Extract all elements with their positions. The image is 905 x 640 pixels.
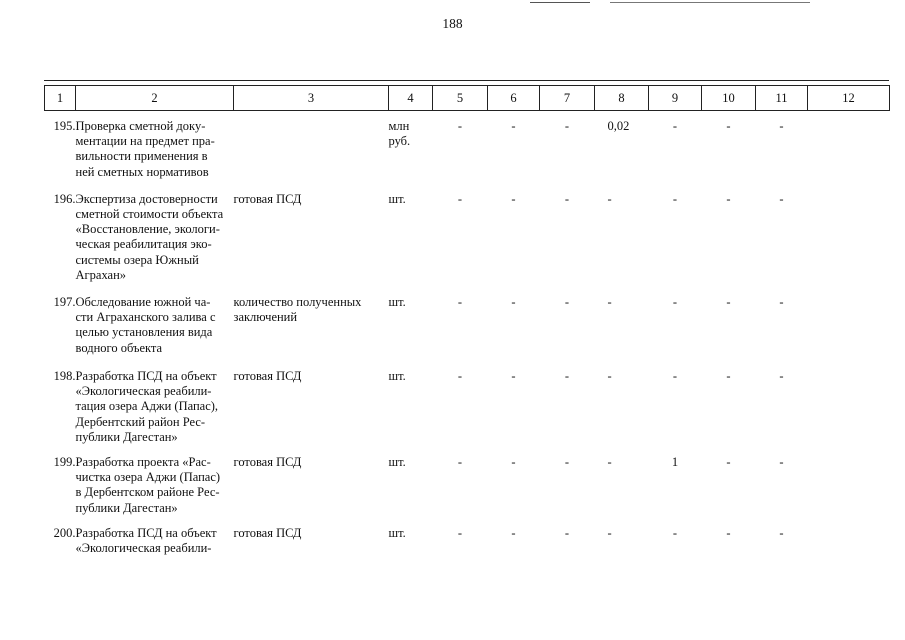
row-number [45, 357, 76, 445]
value-text: - [726, 455, 731, 470]
value-text: - [564, 191, 570, 206]
value-text: - [726, 369, 731, 384]
unit-line: шт. [388, 191, 406, 206]
value-text: - [564, 455, 570, 470]
value-text: - [457, 119, 463, 133]
value-col-7 [540, 516, 595, 556]
value-col-6 [488, 111, 540, 180]
value-col-7 [540, 283, 595, 357]
value-col-8 [595, 283, 649, 357]
value-text: - [726, 119, 731, 133]
unit-of-measure [389, 445, 433, 516]
column-header-7: 7 [540, 86, 595, 111]
value-text: - [607, 525, 612, 540]
activity-name-line: тация озера Аджи (Папас), [75, 399, 219, 414]
table-row [45, 111, 890, 180]
result-indicator [234, 111, 389, 180]
value-col-9 [649, 516, 702, 556]
value-text: - [511, 455, 516, 470]
activity-name-line: в Дербентском районе Рес- [75, 485, 220, 500]
activity-name [76, 516, 234, 556]
value-col-9 [649, 283, 702, 357]
unit-line: млн [388, 119, 410, 133]
value-col-5 [433, 283, 488, 357]
activity-name-line: ней сметных нормативов [75, 164, 209, 179]
value-text: - [672, 295, 678, 310]
value-text: - [511, 119, 516, 133]
value-col-8 [595, 357, 649, 445]
unit-of-measure [389, 516, 433, 556]
unit-of-measure [389, 180, 433, 283]
value-col-10 [702, 180, 756, 283]
activity-name-line: Разработка ПСД на объект [75, 369, 217, 384]
activity-name [76, 357, 234, 445]
table-body [45, 111, 890, 557]
value-text: - [564, 119, 570, 133]
value-text: - [726, 191, 731, 206]
value-text: - [607, 369, 612, 384]
value-col-8 [595, 180, 649, 283]
value-text: 1 [671, 455, 679, 470]
column-header-8: 8 [595, 86, 649, 111]
value-text: - [457, 369, 463, 384]
activity-name-line: Проверка сметной доку- [75, 119, 206, 133]
value-col-12 [808, 357, 890, 445]
unit-line: шт. [388, 295, 406, 310]
value-col-10 [702, 283, 756, 357]
activity-name-line: «Восстановление, экологи- [75, 222, 220, 237]
value-col-11 [756, 445, 808, 516]
value-col-10 [702, 357, 756, 445]
activity-name-line: водного объекта [75, 340, 163, 355]
value-text: - [457, 525, 463, 540]
value-col-6 [488, 180, 540, 283]
value-col-10 [702, 516, 756, 556]
column-number-row [45, 86, 890, 111]
unit-of-measure [389, 111, 433, 180]
activity-name-line: Разработка ПСД на объект [75, 525, 217, 540]
activity-name-line: Обследование южной ча- [75, 295, 211, 310]
value-text: - [672, 191, 678, 206]
value-col-12 [808, 445, 890, 516]
value-text: - [607, 455, 612, 470]
result-indicator-line: количество полученных [233, 295, 362, 310]
value-col-7 [540, 357, 595, 445]
table-row [45, 357, 890, 445]
unit-of-measure [389, 357, 433, 445]
value-col-6 [488, 516, 540, 556]
value-text: - [511, 525, 516, 540]
value-col-12 [808, 283, 890, 357]
result-indicator [234, 357, 389, 445]
result-indicator-line: готовая ПСД [233, 191, 302, 206]
value-col-5 [433, 445, 488, 516]
activity-name [76, 111, 234, 180]
row-number [45, 283, 76, 357]
activity-name-line: Экспертиза достоверности [75, 191, 218, 206]
value-col-5 [433, 111, 488, 180]
value-text: - [672, 369, 678, 384]
unit-line: шт. [388, 369, 406, 384]
value-col-12 [808, 111, 890, 180]
table-top-rule [44, 80, 889, 81]
result-indicator [234, 283, 389, 357]
value-col-8 [595, 445, 649, 516]
value-text: - [672, 525, 678, 540]
activity-name [76, 283, 234, 357]
value-col-6 [488, 445, 540, 516]
activity-name-line: Дербентский район Рес- [75, 414, 206, 429]
activity-name-line: публики Дагестан» [75, 500, 178, 515]
row-number-text: 197. [53, 295, 76, 310]
column-header-9: 9 [649, 86, 702, 111]
row-number [45, 516, 76, 556]
activity-name [76, 445, 234, 516]
value-col-9 [649, 357, 702, 445]
value-col-11 [756, 516, 808, 556]
value-col-9 [649, 111, 702, 180]
column-header-11: 11 [756, 86, 808, 111]
value-col-9 [649, 445, 702, 516]
value-col-9 [649, 180, 702, 283]
column-header-1: 1 [45, 86, 76, 111]
result-indicator [234, 180, 389, 283]
row-number [45, 445, 76, 516]
value-col-6 [488, 357, 540, 445]
activity-name-line: «Экологическая реабили- [75, 541, 212, 556]
value-col-11 [756, 357, 808, 445]
activity-name-line: вильности применения в [75, 149, 208, 164]
value-text: - [779, 369, 784, 384]
activity-name-line: чистка озера Аджи (Папас) [75, 470, 221, 485]
value-col-5 [433, 180, 488, 283]
column-header-2: 2 [76, 86, 234, 111]
activity-name-line: публики Дагестан» [75, 429, 178, 444]
column-header-6: 6 [488, 86, 540, 111]
value-col-11 [756, 283, 808, 357]
row-number-text: 200. [53, 525, 76, 540]
value-text: - [511, 369, 516, 384]
value-text: - [779, 455, 784, 470]
value-text: - [779, 295, 784, 310]
activity-name-line: сти Аграханского залива с [75, 310, 216, 325]
value-text: - [511, 295, 516, 310]
value-text: - [457, 455, 463, 470]
value-text: - [607, 295, 612, 310]
row-number-text: 195. [53, 119, 76, 133]
value-text: - [779, 191, 784, 206]
activity-name-line: сметной стоимости объекта [75, 207, 224, 222]
table-row [45, 180, 890, 283]
activity-name-line: Разработка проекта «Рас- [75, 455, 211, 470]
result-indicator-line: готовая ПСД [233, 525, 302, 540]
activities-table [44, 85, 890, 556]
value-col-10 [702, 445, 756, 516]
value-col-5 [433, 357, 488, 445]
value-col-10 [702, 111, 756, 180]
value-text: - [564, 295, 570, 310]
value-text: - [457, 191, 463, 206]
row-number-text: 198. [53, 369, 76, 384]
table-header [45, 86, 890, 111]
value-text: - [779, 119, 784, 133]
column-header-5: 5 [433, 86, 488, 111]
value-text: - [511, 191, 516, 206]
unit-of-measure [389, 283, 433, 357]
value-text: 0,02 [607, 119, 630, 133]
row-number [45, 180, 76, 283]
result-indicator-line: готовая ПСД [233, 369, 302, 384]
value-text: - [726, 295, 731, 310]
activity-name [76, 180, 234, 283]
result-indicator [234, 516, 389, 556]
value-text: - [726, 525, 731, 540]
value-col-7 [540, 180, 595, 283]
activity-name-line: ческая реабилитация эко- [75, 237, 212, 252]
scan-artifact-line [0, 2, 905, 3]
value-col-8 [595, 516, 649, 556]
value-text: - [779, 525, 784, 540]
value-text: - [457, 295, 463, 310]
value-col-5 [433, 516, 488, 556]
value-col-11 [756, 111, 808, 180]
value-col-11 [756, 180, 808, 283]
activity-name-line: ментации на предмет пра- [75, 134, 215, 149]
value-col-6 [488, 283, 540, 357]
column-header-3: 3 [234, 86, 389, 111]
result-indicator-line: заключений [233, 310, 298, 325]
page-number: 188 [442, 16, 463, 31]
value-text: - [564, 525, 570, 540]
table-row [45, 283, 890, 357]
result-indicator-line: готовая ПСД [233, 455, 302, 470]
unit-line: шт. [388, 525, 406, 540]
activity-name-line: системы озера Южный [75, 252, 199, 267]
table-row [45, 516, 890, 556]
activity-name-line: «Экологическая реабили- [75, 384, 212, 399]
row-number-text: 196. [53, 191, 76, 206]
unit-line: руб. [388, 134, 411, 149]
value-col-12 [808, 180, 890, 283]
value-col-12 [808, 516, 890, 556]
value-col-7 [540, 111, 595, 180]
activity-name-line: целью установления вида [75, 325, 213, 340]
column-header-10: 10 [702, 86, 756, 111]
row-number-text: 199. [53, 455, 76, 470]
value-text: - [672, 119, 678, 133]
unit-line: шт. [388, 455, 406, 470]
value-text: - [607, 191, 612, 206]
column-header-4: 4 [389, 86, 433, 111]
row-number [45, 111, 76, 180]
result-indicator [234, 445, 389, 516]
value-col-7 [540, 445, 595, 516]
activity-name-line: Аграхан» [75, 267, 127, 282]
value-col-8 [595, 111, 649, 180]
value-text: - [564, 369, 570, 384]
table-row [45, 445, 890, 516]
column-header-12: 12 [808, 86, 890, 111]
